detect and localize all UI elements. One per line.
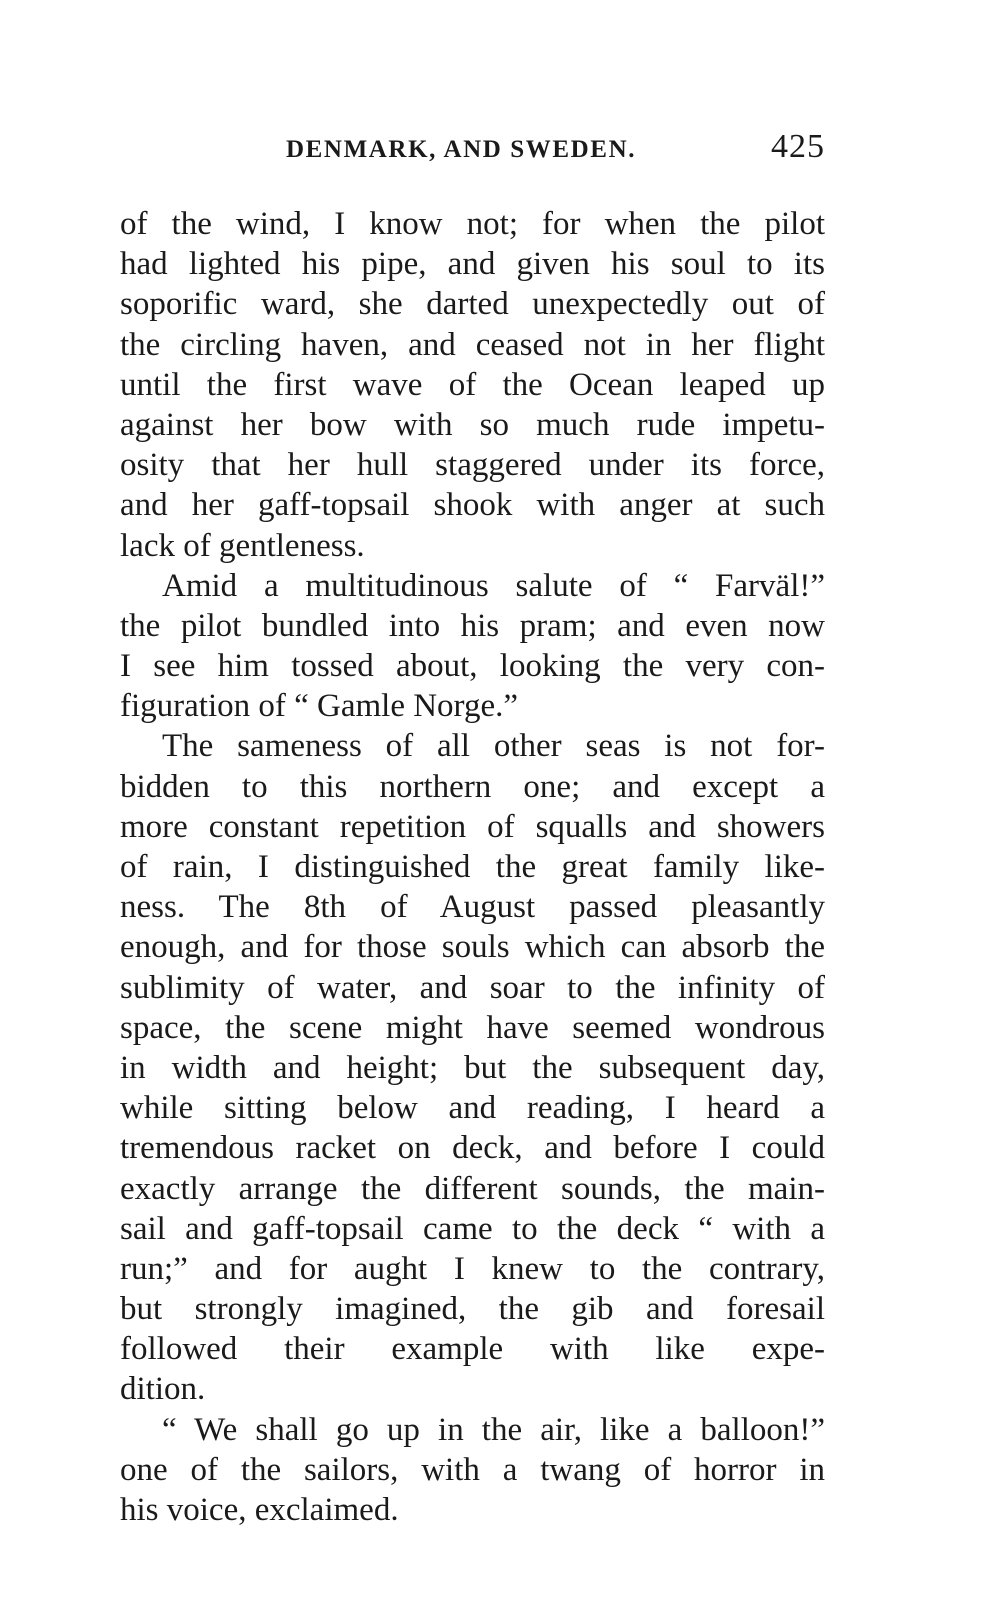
text-line: had lighted his pipe, and given his soul to its: [120, 246, 825, 283]
text-line: sail and gaff-topsail came to the deck “ with a: [120, 1210, 825, 1247]
running-head: [120, 128, 825, 172]
running-title: DENMARK, AND SWEDEN.: [286, 136, 637, 163]
text-line: of rain, I distinguished the great family like-: [120, 849, 825, 885]
text-line: Amid a multitudinous salute of “ Farväl!”: [162, 567, 825, 604]
text-line: the pilot bundled into his pram; and even now: [120, 607, 825, 644]
text-line: sublimity of water, and soar to the infinity of: [120, 969, 825, 1006]
text-line: more constant repetition of squalls and showers: [120, 808, 825, 845]
text-line: but strongly imagined, the gib and foresail: [120, 1291, 825, 1328]
text-line: his voice, exclaimed.: [120, 1492, 399, 1528]
text-line: until the first wave of the Ocean leaped up: [120, 366, 825, 403]
text-line: figuration of “ Gamle Norge.”: [120, 688, 518, 725]
text-line: followed their example with like expe-: [120, 1331, 825, 1368]
text-line: I see him tossed about, looking the very con-: [120, 648, 825, 685]
text-line: tremendous racket on deck, and before I could: [120, 1130, 825, 1167]
text-line: “ We shall go up in the air, like a balloon!”: [162, 1411, 825, 1448]
text-line: of the wind, I know not; for when the pilot: [120, 206, 825, 242]
text-line: enough, and for those souls which can absorb the: [120, 929, 825, 966]
text-line: against her bow with so much rude impetu-: [120, 406, 825, 443]
body-text: [120, 204, 825, 1530]
text-line: soporific ward, she darted unexpectedly out of: [120, 286, 825, 323]
text-line: lack of gentleness.: [120, 527, 365, 564]
text-line: bidden to this northern one; and except a: [120, 768, 825, 805]
text-line: space, the scene might have seemed wondrous: [120, 1009, 825, 1046]
text-line: while sitting below and reading, I heard a: [120, 1090, 825, 1127]
text-line: the circling haven, and ceased not in her flight: [120, 326, 825, 363]
text-line: The sameness of all other seas is not for-: [162, 728, 825, 765]
text-line: ness. The 8th of August passed pleasantly: [120, 889, 825, 926]
text-line: run;” and for aught I knew to the contrary,: [120, 1250, 825, 1287]
page-number: 425: [771, 128, 825, 165]
text-line: one of the sailors, with a twang of horror in: [120, 1451, 825, 1488]
text-line: osity that her hull staggered under its force,: [120, 447, 825, 484]
text-line: in width and height; but the subsequent day,: [120, 1049, 825, 1086]
text-line: and her gaff-topsail shook with anger at such: [120, 487, 825, 524]
text-line: dition.: [120, 1371, 206, 1408]
text-line: exactly arrange the different sounds, the main-: [120, 1170, 825, 1207]
